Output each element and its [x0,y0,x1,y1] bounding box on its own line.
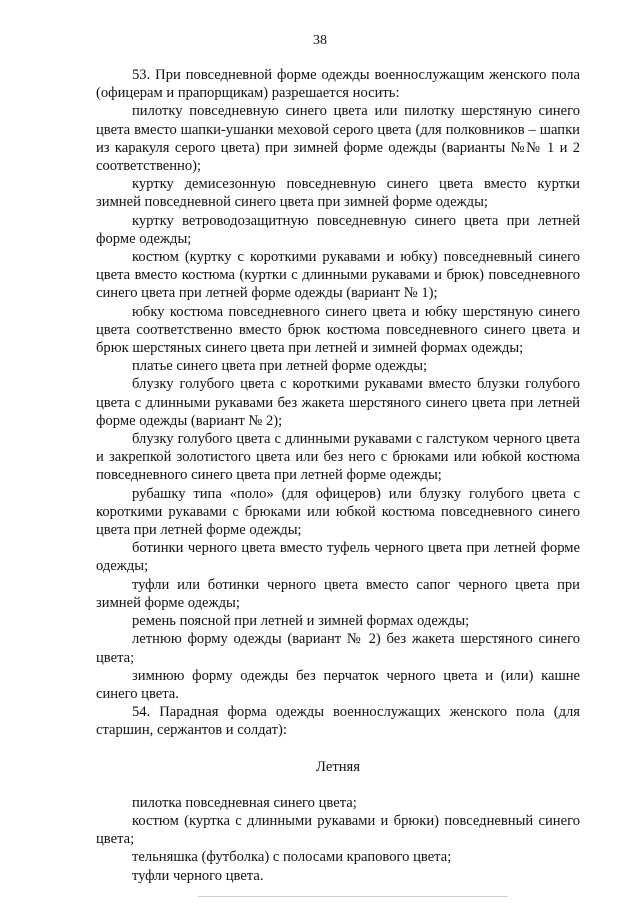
paragraph: туфли или ботинки черного цвета вместо сапог черного цвета при зимней форме одежды; [96,576,580,611]
paragraph: костюм (куртка с длинными рукавами и брюки) повседневный синего цвета; [96,812,580,848]
paragraph: туфли черного цвета. [132,867,264,884]
paragraph: куртку демисезонную повседневную синего цвета вместо куртки зимней повседневной синего цвета при зимней форме одежды; [96,176,580,211]
paragraph: платье синего цвета при летней форме одежды; [132,358,428,375]
paragraph: пилотку повседневную синего цвета или пилотку шерстяную синего цвета вместо шапки-ушанки меховой серого цвета (для полковников – шапки из каракуля серого цвета) при зимней форме одежды (варианты №№ 1 и 2 соответственно); [96,103,580,175]
page-number: 38 [313,33,327,48]
paragraph: куртку ветроводозащитную повседневную синего цвета при летней форме одежды; [96,212,580,247]
document-body [96,66,580,885]
paragraph: костюм (куртку с короткими рукавами и юбку) повседневный синего цвета вместо костюма (куртки с длинными рукавами и брюк) повседневного синего цвета при летней форме одежды (вариант № 1); [96,249,580,302]
paragraph: 54. Парадная форма одежды военнослужащих женского пола (для старшин, сержантов и солдат): [96,704,580,739]
paragraph: пилотка повседневная синего цвета; [132,794,357,811]
paragraph: летнюю форму одежды (вариант № 2) без жакета шерстяного синего цвета; [96,631,580,666]
page-bottom-divider [198,896,508,897]
paragraph: рубашку типа «поло» (для офицеров) или блузку голубого цвета с короткими рукавами с брюками или юбкой костюма повседневного синего цвета при летней форме одежды; [96,485,580,539]
paragraph: ботинки черного цвета вместо туфель черного цвета при летней форме одежды; [96,540,580,575]
paragraph: зимнюю форму одежды без перчаток черного цвета и (или) кашне синего цвета. [96,667,580,702]
paragraph: ремень поясной при летней и зимней формах одежды; [132,613,470,630]
paragraph: блузку голубого цвета с длинными рукавами с галстуком черного цвета и закрепкой золотистого цвета или без него с брюками или юбкой костюма повседневного синего цвета при летней форме одежды; [96,431,580,484]
paragraph: юбку костюма повседневного синего цвета и юбку шерстяную синего цвета соответственно вместо брюк костюма повседневного синего цвета и брюк шерстяных синего цвета при летней и зимней формах одежды; [96,303,580,357]
paragraph: 53. При повседневной форме одежды военнослужащим женского пола (офицерам и прапорщикам) разрешается носить: [96,67,580,102]
paragraph: тельняшка (футболка) с полосами крапового цвета; [132,849,452,866]
paragraph: блузку голубого цвета с короткими рукавами вместо блузки голубого цвета с длинными рукавами без жакета шерстяного синего цвета при летней форме одежды (вариант № 2); [96,376,580,429]
section-title: Летняя [316,758,360,775]
